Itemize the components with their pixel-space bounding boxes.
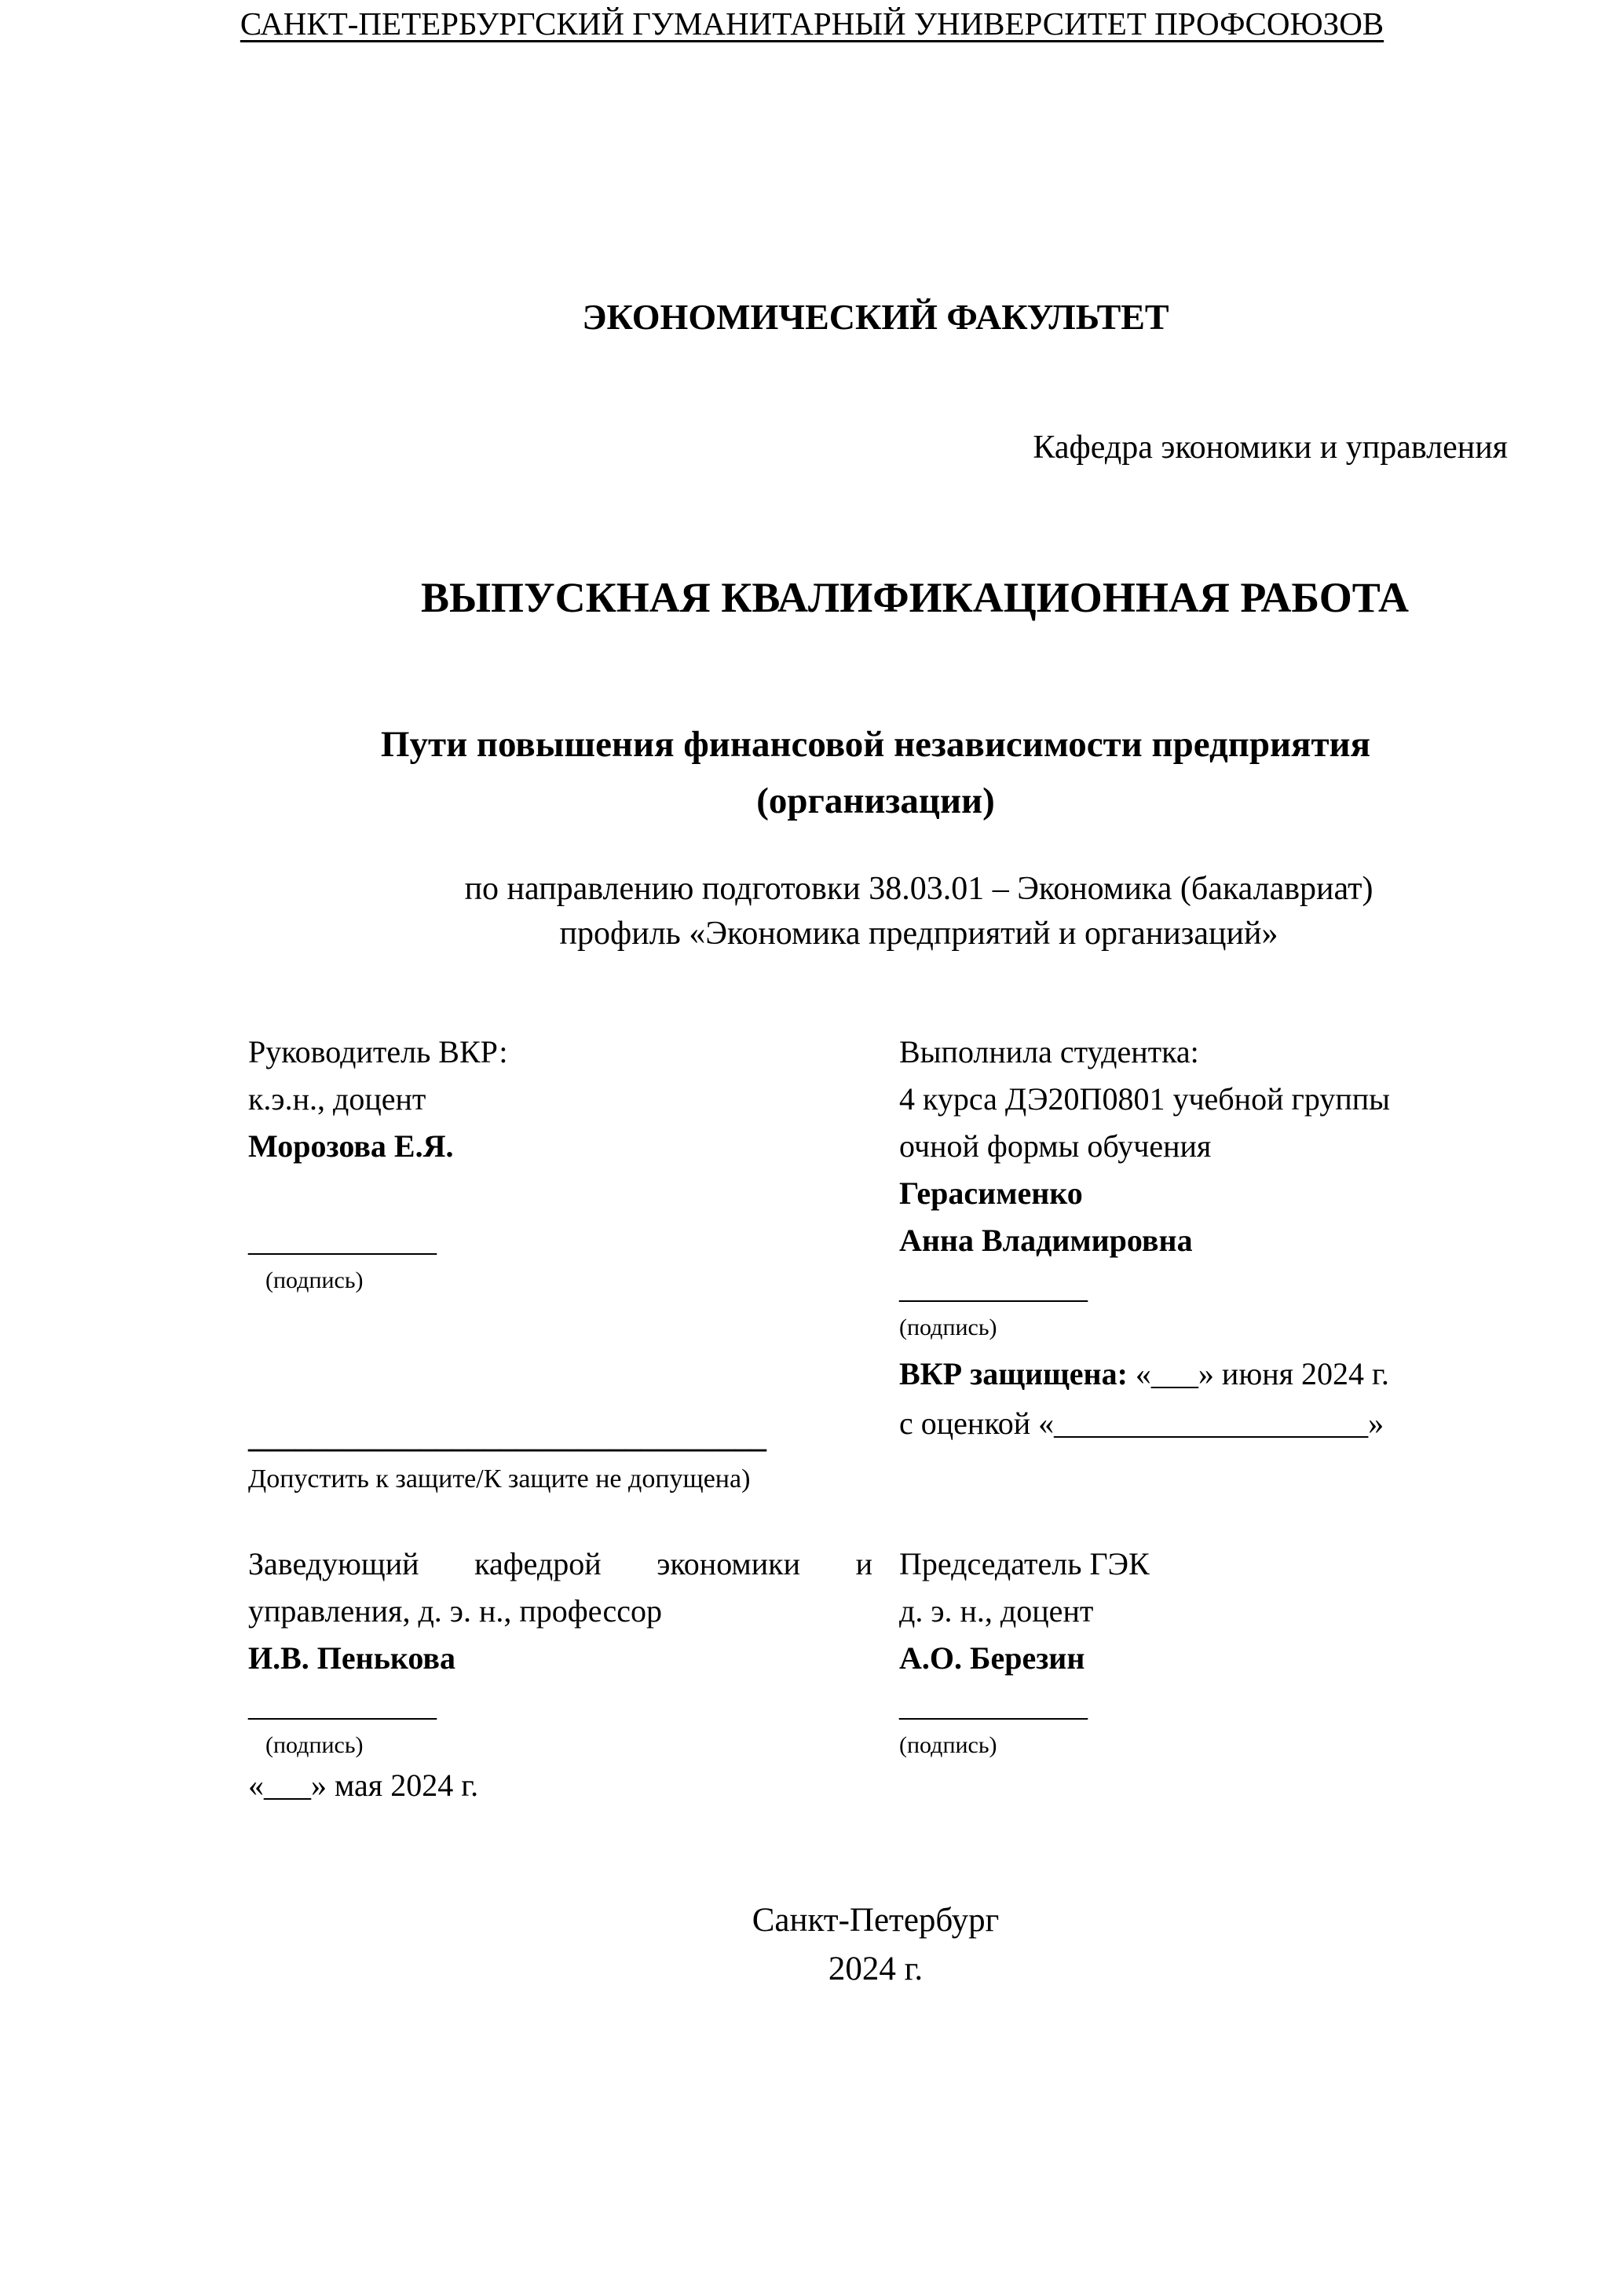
head-date: «___» мая 2024 г. xyxy=(248,1768,479,1803)
department-name: Кафедра экономики и управления xyxy=(1033,430,1508,466)
head-signature-line: ____________ xyxy=(248,1687,437,1723)
defense-grade-line: с оценкой «____________________» xyxy=(899,1406,1384,1441)
thesis-title xyxy=(243,716,1508,829)
head-name: И.В. Пенькова xyxy=(248,1640,455,1676)
gek-title-line1: Председатель ГЭК xyxy=(899,1546,1150,1581)
student-surname: Герасименко xyxy=(899,1175,1083,1211)
work-type-heading: ВЫПУСКНАЯ КВАЛИФИКАЦИОННАЯ РАБОТА xyxy=(420,574,1410,621)
supervisor-degree: к.э.н., доцент xyxy=(248,1081,426,1117)
thesis-title-line1: Пути повышения финансовой независимости предприятия xyxy=(380,724,1371,765)
supervisor-name: Морозова Е.Я. xyxy=(248,1128,454,1164)
defense-block xyxy=(899,1349,1590,1448)
head-title-line1: Заведующий кафедрой экономики и xyxy=(248,1546,872,1581)
program-direction: по направлению подготовки 38.03.01 – Экономика (бакалавриат) xyxy=(464,871,1373,907)
student-block xyxy=(899,1029,1575,1344)
defense-label: ВКР защищена: xyxy=(899,1356,1128,1391)
admission-signature-line: _________________________________ xyxy=(248,1419,766,1454)
student-name-patronymic: Анна Владимировна xyxy=(899,1223,1193,1258)
head-title-line2: управления, д. э. н., профессор xyxy=(248,1593,662,1629)
supervisor-label: Руководитель ВКР: xyxy=(248,1034,508,1069)
program-info xyxy=(330,867,1508,956)
student-signature-caption: (подпись) xyxy=(899,1314,997,1340)
student-form: очной формы обучения xyxy=(899,1128,1212,1164)
university-name: САНКТ-ПЕТЕРБУРГСКИЙ ГУМАНИТАРНЫЙ УНИВЕРСИТЕТ ПРОФСОЮЗОВ xyxy=(240,5,1384,42)
defense-date: «___» июня 2024 г. xyxy=(1135,1356,1389,1391)
department-head-block xyxy=(248,1541,872,1809)
student-group: 4 курса ДЭ20П0801 учебной группы xyxy=(899,1081,1391,1117)
program-profile: профиль «Экономика предприятий и организаций» xyxy=(559,916,1278,952)
defense-date-line xyxy=(899,1349,1590,1398)
footer-city: Санкт-Петербург xyxy=(752,1902,1000,1939)
supervisor-signature-line: ____________ xyxy=(248,1223,437,1258)
head-signature-caption: (подпись) xyxy=(265,1732,364,1758)
student-signature-line: ____________ xyxy=(899,1270,1088,1305)
supervisor-signature-caption: (подпись) xyxy=(265,1267,364,1293)
thesis-title-line2: (организации) xyxy=(756,781,995,821)
footer-year: 2024 г. xyxy=(828,1951,924,1987)
admission-caption: Допустить к защите/К защите не допущена) xyxy=(248,1464,751,1493)
student-label: Выполнила студентка: xyxy=(899,1034,1199,1069)
gek-signature-caption: (подпись) xyxy=(899,1732,997,1758)
gek-name: А.О. Березин xyxy=(899,1640,1085,1676)
gek-signature-line: ____________ xyxy=(899,1687,1088,1723)
supervisor-block xyxy=(248,1029,872,1297)
footer xyxy=(243,1896,1508,1994)
spacer xyxy=(248,1170,872,1217)
faculty-name: ЭКОНОМИЧЕСКИЙ ФАКУЛЬТЕТ xyxy=(582,297,1169,337)
gek-chair-block xyxy=(899,1541,1543,1762)
admission-block xyxy=(248,1413,892,1498)
gek-title-line2: д. э. н., доцент xyxy=(899,1593,1094,1629)
